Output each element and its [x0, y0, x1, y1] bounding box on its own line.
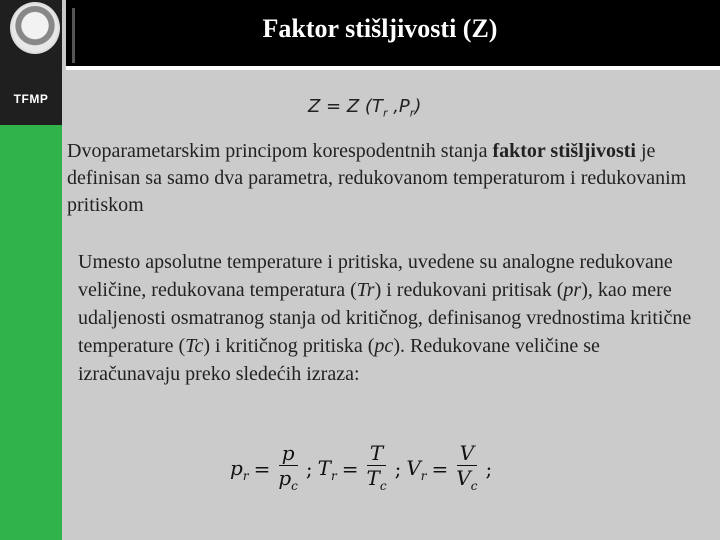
- vr-symbol: $V_r$: [406, 455, 427, 483]
- logo-text: TFMP: [13, 92, 49, 106]
- formula-part: ,P: [387, 96, 410, 117]
- variable-pc: pc: [374, 335, 394, 357]
- paragraph-reduced-quantities: [78, 248, 703, 388]
- formula-sub: r: [409, 106, 415, 120]
- equals-sign: =: [431, 457, 449, 481]
- equals-sign: =: [253, 457, 271, 481]
- text-span: ) i kritičnog pritiska (: [203, 335, 375, 357]
- denominator: $p_c$: [278, 465, 298, 493]
- t-over-tc-fraction: [363, 441, 389, 498]
- formula-part: Z = Z (T: [308, 96, 383, 117]
- denominator: $T_c$: [366, 465, 387, 493]
- text-span: ) i redukovani pritisak (: [374, 279, 564, 301]
- variable-tr: Tr: [356, 279, 375, 301]
- separator: ;: [394, 457, 402, 481]
- p-over-pc-fraction: [275, 441, 301, 498]
- numerator: p: [279, 441, 298, 466]
- text-span: ). Redukovane veličine se izračunavaju preko sledećih izraza:: [78, 335, 600, 385]
- reduced-quantities-equations: [230, 438, 492, 500]
- separator: ;: [485, 457, 493, 481]
- formula-sub: r: [382, 106, 388, 120]
- text-span: ), kao mere udaljenosti osmatranog stanja od kritičnog, definisanog vrednostima kritične temperature (: [78, 279, 692, 357]
- separator: ;: [305, 457, 313, 481]
- variable-pr: pr: [563, 279, 582, 301]
- pr-symbol: $p_r$: [230, 455, 249, 483]
- paragraph-definition: [67, 138, 712, 219]
- denominator: $V_c$: [456, 465, 478, 493]
- university-seal-icon: [10, 2, 60, 54]
- numerator: T: [367, 441, 386, 466]
- text-span: je definisan sa samo dva parametra, redukovanom temperaturom i redukovanim pritiskom: [67, 140, 687, 216]
- slide-title: Faktor stišljivosti (Z): [262, 14, 498, 43]
- equals-sign: =: [341, 457, 359, 481]
- numerator: V: [457, 441, 477, 466]
- text-span: Dvoparametarskim principom korespodentnih stanja: [67, 140, 493, 162]
- variable-tc: Tc: [185, 335, 204, 357]
- title-accent-line: [72, 8, 75, 63]
- z-function-formula: [308, 96, 421, 120]
- bold-term: faktor stišljivosti: [492, 140, 636, 162]
- tr-symbol: $T_r$: [317, 455, 337, 483]
- green-accent-bar: [0, 125, 62, 540]
- v-over-vc-fraction: [453, 441, 480, 498]
- text-span: Umesto apsolutne temperature i pritiska, uvedene su analogne redukovane veličine, redukovana temperatura (: [78, 251, 673, 301]
- formula-part: ): [414, 96, 422, 117]
